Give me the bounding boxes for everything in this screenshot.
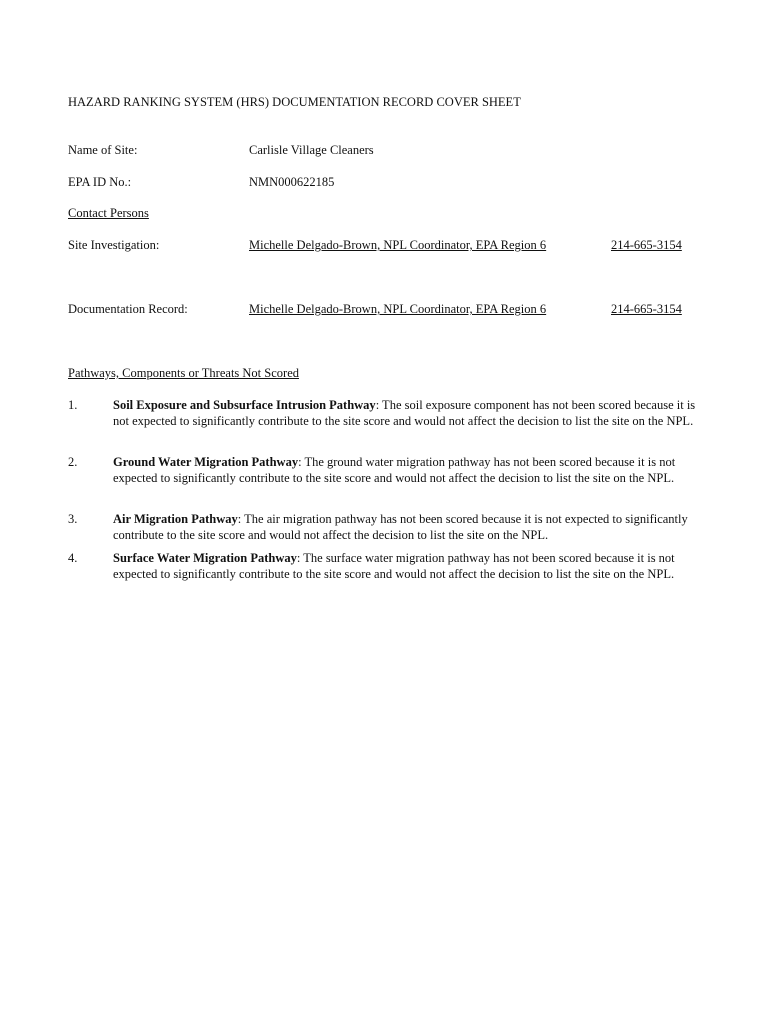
site-investigation-phone: 214-665-3154 (611, 238, 682, 252)
list-item-body: : The soil exposure component has not been scored because it is not expected to significantly contribute to the site score and would not affect the decision to list the site on the NPL. (113, 398, 696, 428)
list-item-text (113, 511, 698, 543)
list-item-body: : The air migration pathway has not been scored because it is not expected to significantly contribute to the site score and would not affect the decision to list the site on the NPL. (113, 512, 688, 542)
list-item-number: 2. (68, 455, 78, 469)
documentation-record-phone: 214-665-3154 (611, 302, 682, 316)
site-investigation-label: Site Investigation: (68, 238, 160, 252)
contact-persons-heading: Contact Persons (68, 206, 149, 220)
list-item-number: 3. (68, 512, 78, 526)
epa-id-value: NMN000622185 (249, 175, 335, 189)
epa-id-label: EPA ID No.: (68, 175, 132, 189)
site-name-label: Name of Site: (68, 143, 138, 157)
documentation-record-label: Documentation Record: (68, 302, 188, 316)
list-item-number: 1. (68, 398, 78, 412)
documentation-record-contact: Michelle Delgado-Brown, NPL Coordinator, EPA Region 6 (249, 302, 547, 316)
site-name-value: Carlisle Village Cleaners (249, 143, 374, 157)
list-item-text (113, 397, 698, 429)
list-item-bold: Ground Water Migration Pathway (113, 455, 299, 469)
document-title: HAZARD RANKING SYSTEM (HRS) DOCUMENTATION RECORD COVER SHEET (68, 95, 521, 109)
list-item-number: 4. (68, 551, 78, 565)
list-item-text (113, 550, 698, 582)
list-item-text (113, 454, 698, 486)
list-item-bold: Soil Exposure and Subsurface Intrusion Pathway (113, 398, 376, 412)
list-item-bold: Surface Water Migration Pathway (113, 551, 297, 565)
list-item-bold: Air Migration Pathway (113, 512, 238, 526)
site-investigation-contact: Michelle Delgado-Brown, NPL Coordinator, EPA Region 6 (249, 238, 547, 252)
list-item-body: : The surface water migration pathway has not been scored because it is not expected to significantly contribute to the site score and would not affect the decision to list the site on the NPL. (113, 551, 675, 581)
list-item-body: : The ground water migration pathway has not been scored because it is not expected to significantly contribute to the site score and would not affect the decision to list the site on the NPL. (113, 455, 676, 485)
not-scored-heading: Pathways, Components or Threats Not Scored (68, 366, 299, 380)
